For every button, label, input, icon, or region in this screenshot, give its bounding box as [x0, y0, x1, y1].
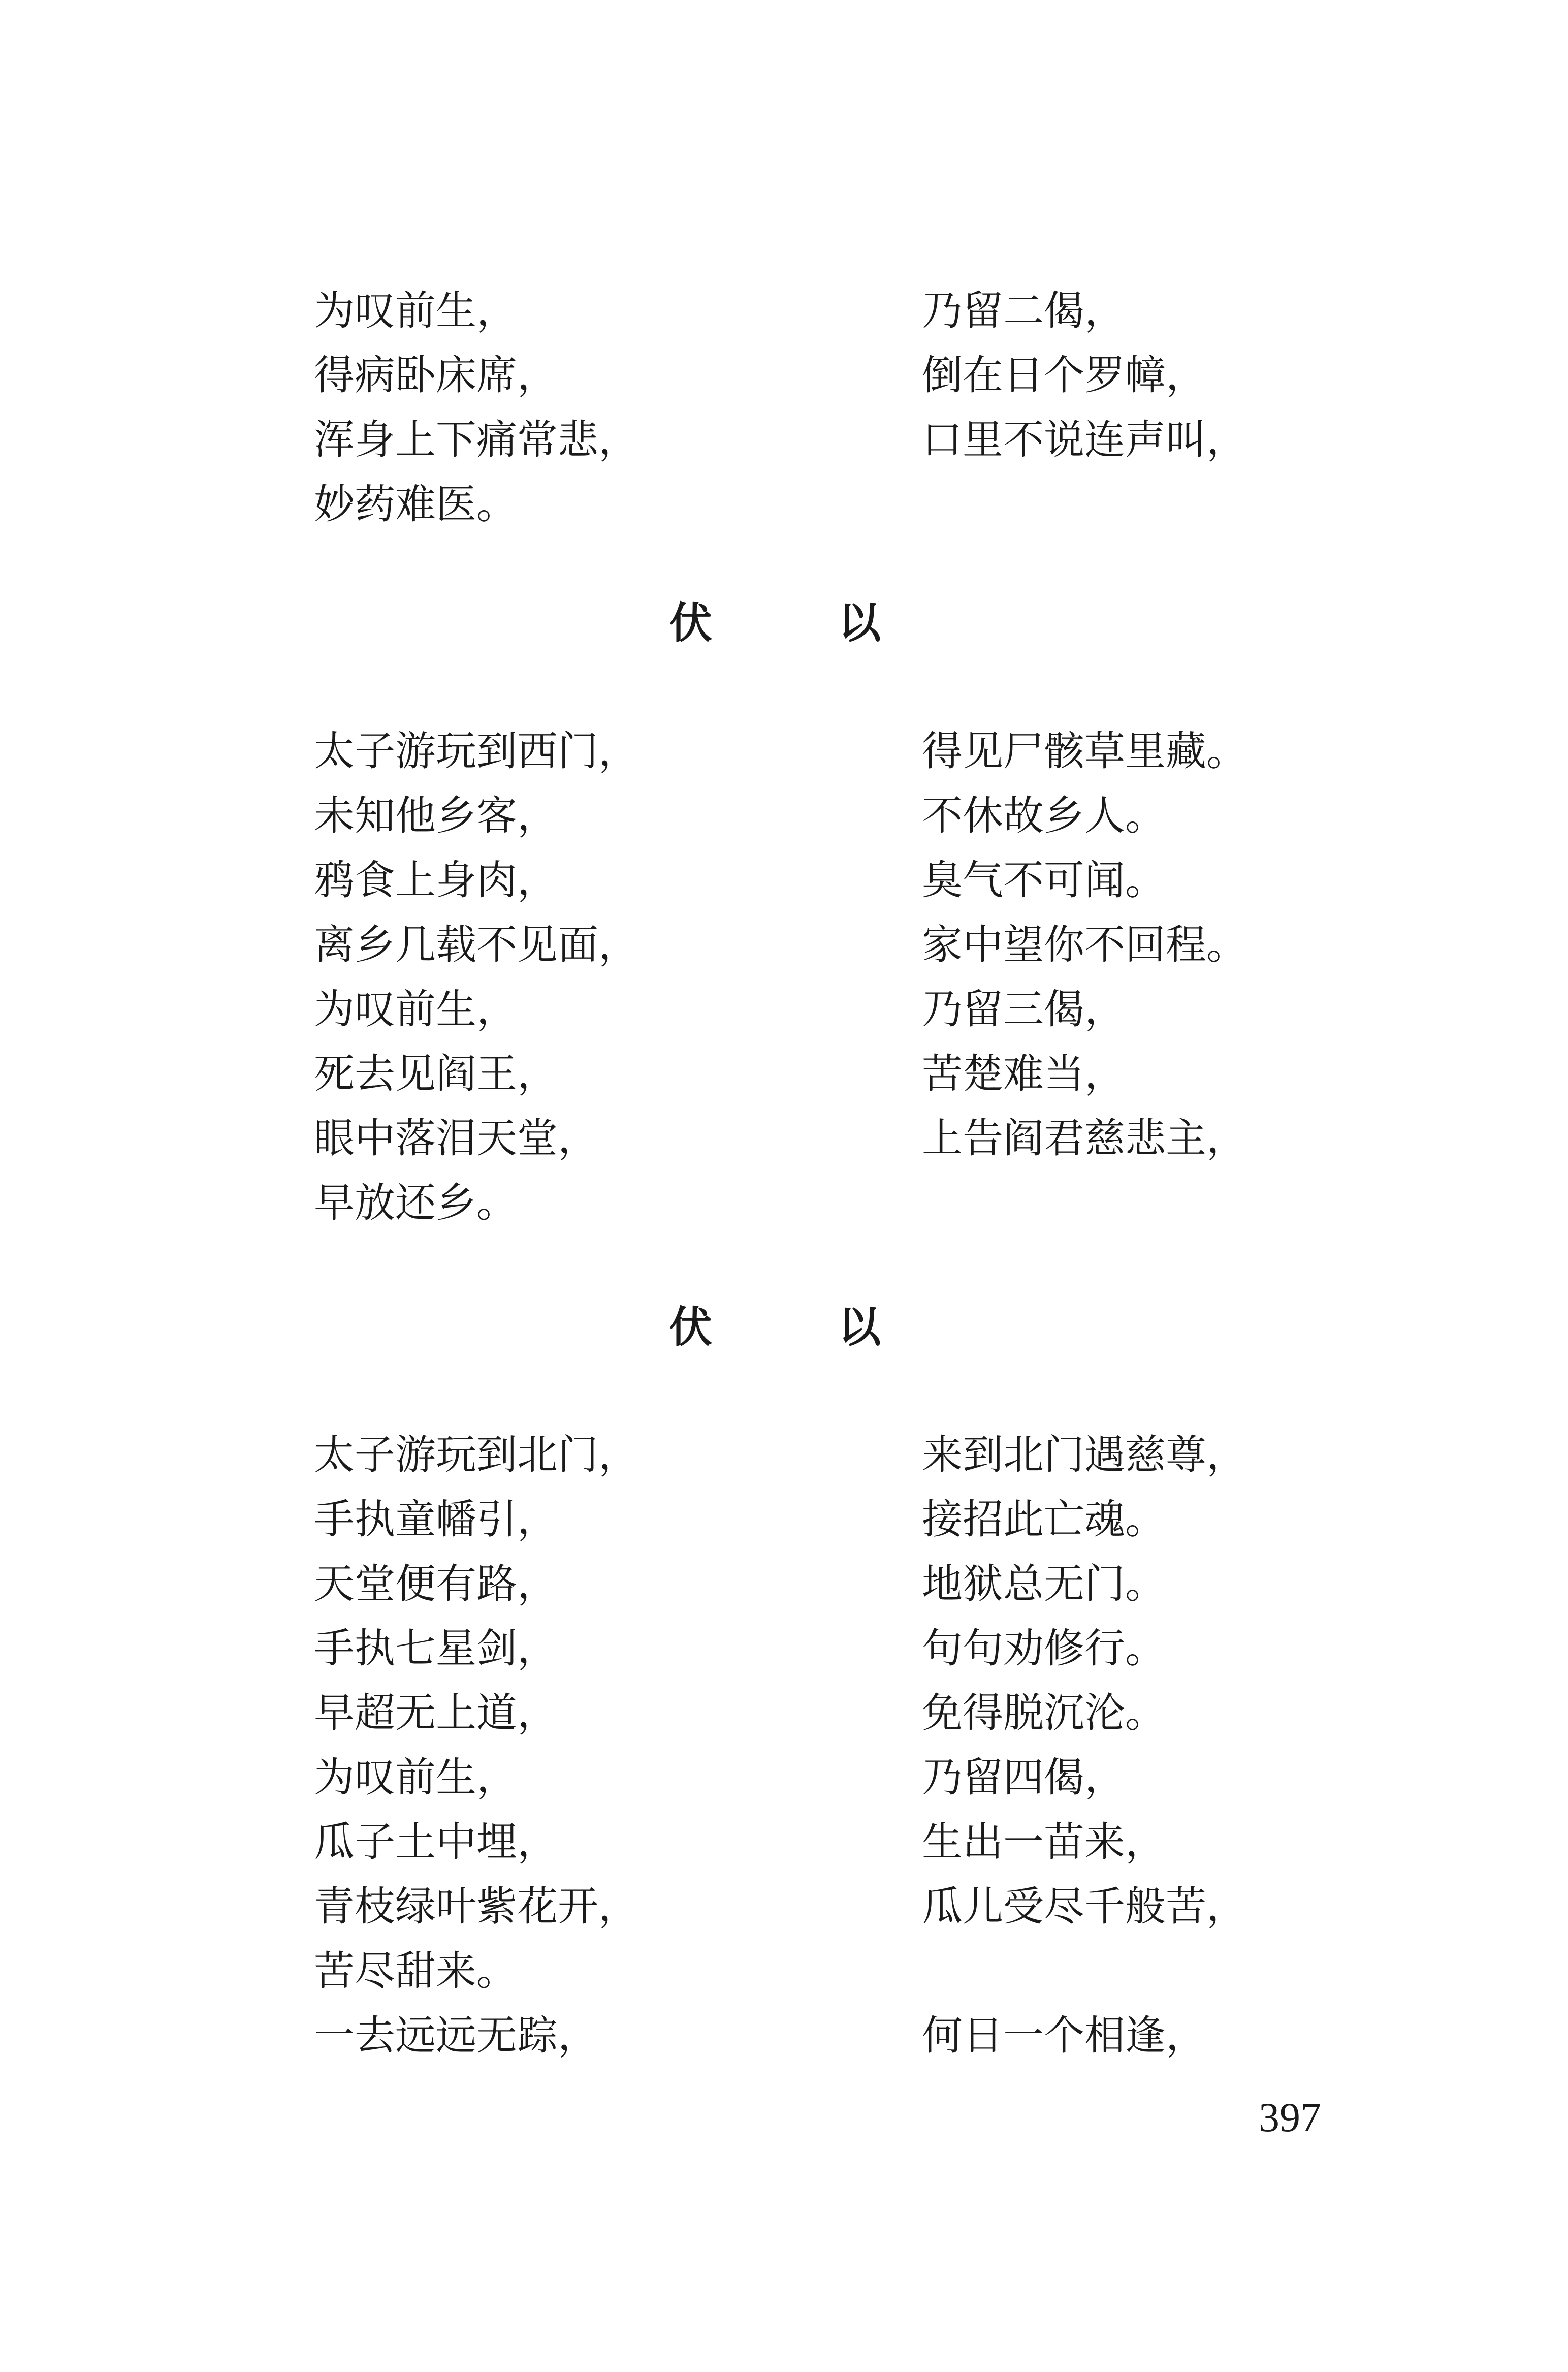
section-3-left-column: [314, 1422, 639, 2068]
section-1-right-column: [922, 278, 1247, 472]
verse-line: 青枝绿叶紫花开，: [314, 1883, 639, 1930]
verse-line: 天堂便有路，: [314, 1560, 558, 1607]
verse-line: 句句劝修行。: [922, 1625, 1166, 1672]
verse-line: 妙药难医。: [314, 481, 517, 528]
page-number: 397: [1259, 2094, 1321, 2140]
verse-line: 手执七星剑，: [314, 1625, 558, 1672]
verse-line: 为叹前生，: [314, 1754, 517, 1801]
verse-line: 未知他乡客，: [314, 792, 558, 839]
verse-line: 家中望你不回程。: [922, 921, 1247, 968]
verse-line: 鸦食上身肉，: [314, 857, 558, 904]
verse-line: [922, 1939, 1247, 2003]
verse-line: 苦楚难当，: [922, 1050, 1125, 1097]
verse-line: 不休故乡人。: [922, 792, 1166, 839]
verse-line: 手执童幡引，: [314, 1496, 558, 1543]
heading-char: 伏: [669, 597, 713, 648]
verse-line: 离乡几载不见面，: [314, 921, 639, 968]
verse-line: 臭气不可闻。: [922, 857, 1166, 904]
verse-line: 倒在日个罗幛，: [922, 352, 1206, 399]
verse-line: 得见尸骸草里藏。: [922, 728, 1247, 775]
section-2-left-column: [314, 719, 639, 1235]
heading-char: 以: [838, 597, 881, 648]
verse-line: 乃留三偈，: [922, 986, 1125, 1033]
verse-line: 接招此亡魂。: [922, 1496, 1166, 1543]
verse-line: 眼中落泪天堂，: [314, 1115, 598, 1162]
verse-line: 为叹前生，: [314, 986, 517, 1033]
section-2-right-column: [922, 719, 1247, 1171]
verse-line: 乃留四偈，: [922, 1754, 1125, 1801]
verse-line: 浑身上下痛常悲，: [314, 416, 639, 463]
verse-line: 免得脱沉沦。: [922, 1689, 1166, 1736]
verse-line: 瓜子土中埋，: [314, 1818, 558, 1865]
verse-line: 何日一个相逢，: [922, 2012, 1206, 2059]
verse-line: 得病卧床席，: [314, 352, 558, 399]
verse-line: 一去远远无踪，: [314, 2012, 598, 2059]
verse-line: 太子游玩到西门，: [314, 728, 639, 775]
section-1-left-column: [314, 278, 639, 536]
verse-line: 口里不说连声叫，: [922, 416, 1247, 463]
verse-line: 地狱总无门。: [922, 1560, 1166, 1607]
heading-char: 伏: [669, 1302, 713, 1352]
verse-line: 瓜儿受尽千般苦，: [922, 1883, 1247, 1930]
verse-line: 来到北门遇慈尊，: [922, 1431, 1247, 1478]
heading-char: 以: [838, 1302, 881, 1352]
verse-line: 早超无上道，: [314, 1689, 558, 1736]
verse-line: 乃留二偈，: [922, 287, 1125, 334]
verse-line: 太子游玩到北门，: [314, 1431, 639, 1478]
section-3-right-column: [922, 1422, 1247, 2068]
verse-line: 为叹前生，: [314, 287, 517, 334]
verse-line: 苦尽甜来。: [314, 1947, 517, 1995]
verse-line: 上告阎君慈悲主，: [922, 1115, 1247, 1162]
verse-line: 早放还乡。: [314, 1179, 517, 1226]
verse-line: 生出一苗来，: [922, 1818, 1166, 1865]
verse-line: 死去见阎王，: [314, 1050, 558, 1097]
